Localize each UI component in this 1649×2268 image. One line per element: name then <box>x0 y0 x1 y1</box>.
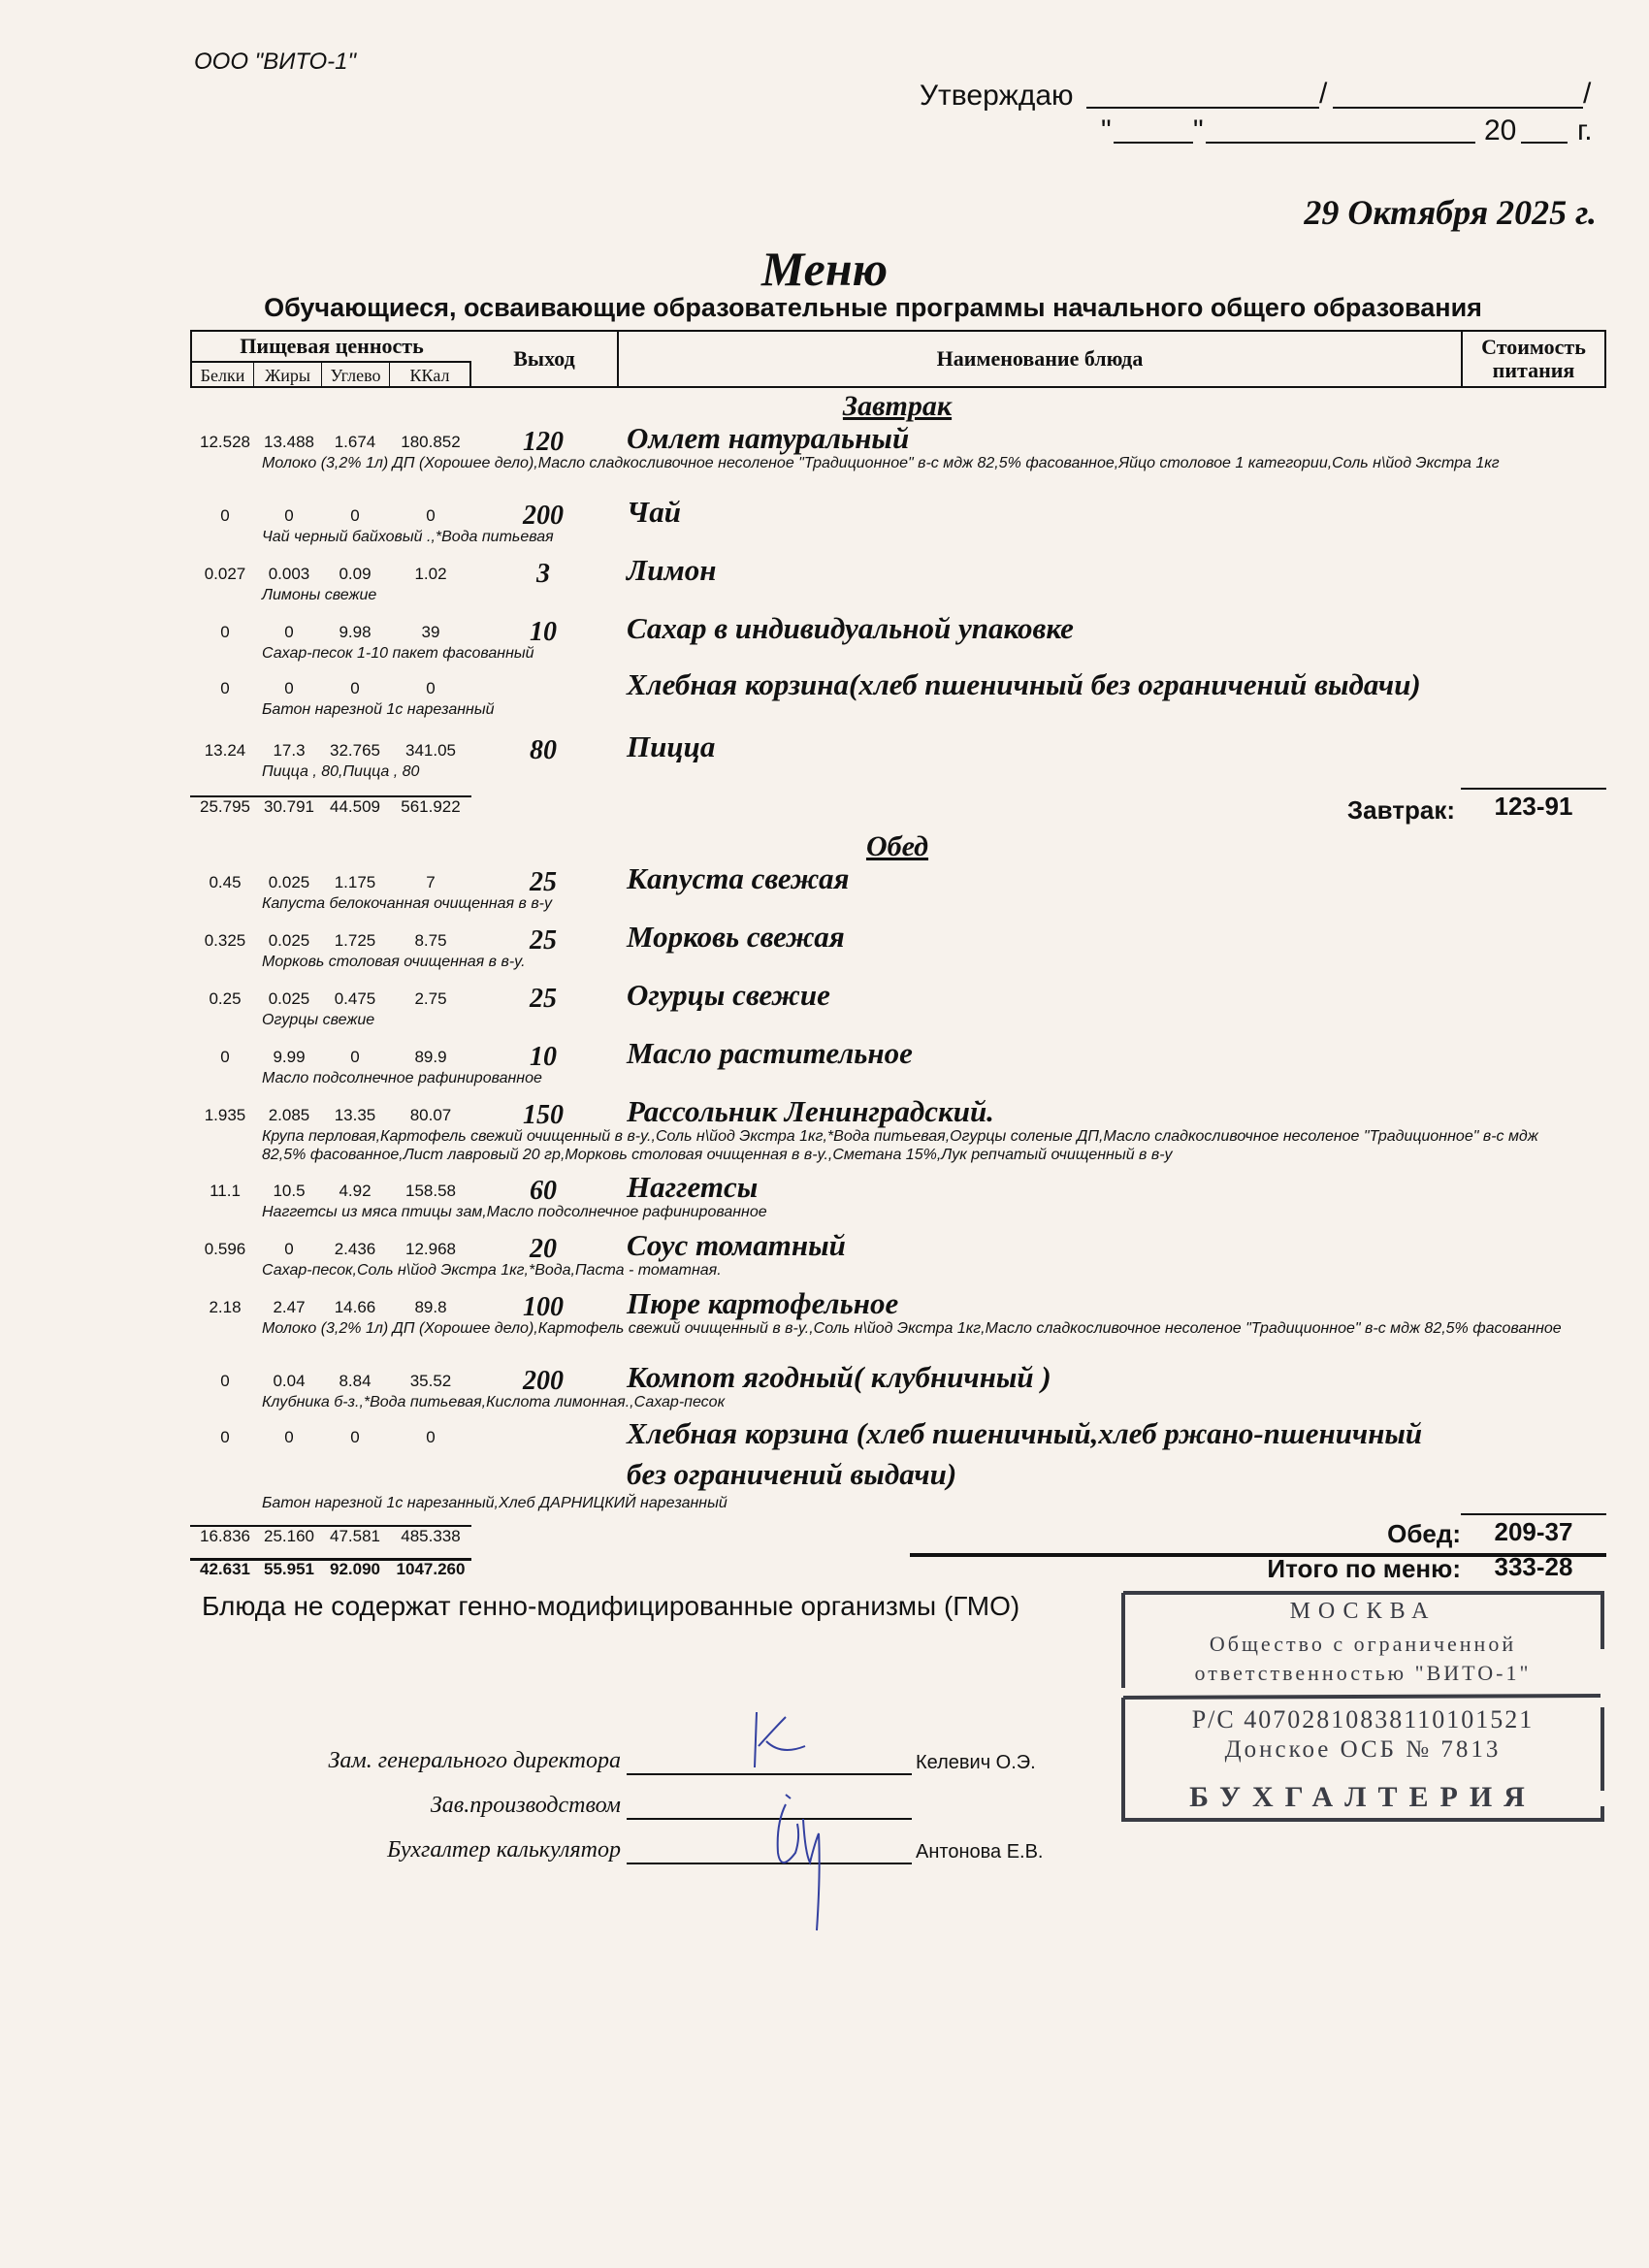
dish-output: 25 <box>530 925 557 956</box>
value-kcal: 12.968 <box>405 1240 456 1258</box>
value-kcal: 89.8 <box>414 1298 447 1316</box>
value-carbs: 0 <box>350 1048 360 1066</box>
value-carbs: 0 <box>350 506 360 525</box>
value-fats: 0.025 <box>268 873 310 891</box>
dish-ingredients: Батон нарезной 1с нарезанный,Хлеб ДАРНИЦКИЙ нарезанный <box>262 1495 728 1511</box>
dish-output: 25 <box>530 867 557 897</box>
value-kcal: 341.05 <box>405 741 456 760</box>
value-fats: 0.025 <box>268 931 310 950</box>
date-year-suffix: г. <box>1577 114 1593 146</box>
cost-header: Стоимость питания <box>1481 335 1586 382</box>
dish-ingredients: Морковь столовая очищенная в в-у. <box>262 954 526 970</box>
date-year-line <box>1521 142 1568 144</box>
dish-name: Омлет натуральный <box>627 421 910 455</box>
value-fats: 0 <box>284 1428 294 1446</box>
dish-ingredients: Чай черный байховый .,*Вода питьевая <box>262 529 554 545</box>
value-carbs: 32.765 <box>330 741 380 760</box>
col-kcal: ККал <box>390 363 471 388</box>
grand-carbs: 92.090 <box>330 1560 380 1578</box>
dish-ingredients: Молоко (3,2% 1л) ДП (Хорошее дело),Картофель свежий очищенный в в-у.,Соль н\йод Экстра 1кг,Масло сладкосливочное несоленое "Традиционное" в-с мдж 82,5% фасованное <box>262 1320 1562 1337</box>
value-fats: 0.025 <box>268 989 310 1008</box>
stamp-bank: Донское ОСБ № 7813 <box>1224 1736 1502 1763</box>
breakfast-total-line <box>1461 788 1606 790</box>
value-proteins: 12.528 <box>200 433 250 451</box>
lunch-sum <box>190 1527 471 1552</box>
page-title: Меню <box>760 242 889 296</box>
dish-output: 3 <box>536 559 550 589</box>
dish-ingredients: Капуста белокочанная очищенная в в-у <box>262 895 552 912</box>
sum-fats: 30.791 <box>264 797 314 816</box>
accountant-signature <box>757 1785 844 1940</box>
dish-name: Хлебная корзина (хлеб пшеничный,хлеб ржано-пшеничный <box>627 1416 1423 1450</box>
value-proteins: 0.325 <box>204 931 246 950</box>
value-carbs: 1.175 <box>334 873 376 891</box>
dish-name: Пюре картофельное <box>627 1286 899 1320</box>
dish-ingredients: Сахар-песок,Соль н\йод Экстра 1кг,*Вода,Паста - томатная. <box>262 1262 722 1279</box>
stamp-account: Р/С 40702810838110101521 <box>1191 1705 1535 1733</box>
value-kcal: 8.75 <box>414 931 447 950</box>
breakfast-total-label: Завтрак: <box>1346 795 1455 825</box>
breakfast-title: Завтрак <box>842 390 953 422</box>
value-kcal: 0 <box>426 506 436 525</box>
dish-name: Хлебная корзина(хлеб пшеничный без ограничений выдачи) <box>627 667 1421 701</box>
accountant-label: Бухгалтер калькулятор <box>387 1837 621 1863</box>
value-proteins: 11.1 <box>210 1182 241 1200</box>
value-kcal: 0 <box>426 679 436 697</box>
dish-ingredients: Наггетсы из мяса птицы зам,Масло подсолнечное рафинированное <box>262 1204 767 1220</box>
value-proteins: 0 <box>220 679 230 697</box>
value-carbs: 14.66 <box>334 1298 376 1316</box>
date-year-prefix: 20 <box>1484 114 1517 146</box>
col-carbs: Углево <box>322 363 390 388</box>
dish-output: 200 <box>523 501 564 531</box>
dish-name: Морковь свежая <box>627 920 845 954</box>
value-proteins: 0 <box>220 1428 230 1446</box>
nutrition-header: Пищевая ценность <box>192 332 471 363</box>
sum-kcal: 561.922 <box>401 797 461 816</box>
value-carbs: 0 <box>350 1428 360 1446</box>
dish-output: 10 <box>530 1042 557 1072</box>
value-kcal: 0 <box>426 1428 436 1446</box>
date-day-line <box>1114 142 1193 144</box>
gmo-statement: Блюда не содержат генно-модифицированные организмы (ГМО) <box>202 1591 1020 1621</box>
breakfast-total-value: 123-91 <box>1494 792 1573 821</box>
dish-ingredients: Батон нарезной 1с нарезанный <box>262 701 495 718</box>
value-kcal: 180.852 <box>401 433 461 451</box>
value-carbs: 0.475 <box>334 989 376 1008</box>
lunch-title: Обед <box>865 830 929 862</box>
sum-carbs: 44.509 <box>330 797 380 816</box>
value-carbs: 9.98 <box>339 623 372 641</box>
value-kcal: 80.07 <box>409 1106 452 1124</box>
table-header <box>190 330 1606 388</box>
dish-ingredients: Крупа перловая,Картофель свежий очищенный в в-у.,Соль н\йод Экстра 1кг,*Вода питьевая,Огурцы соленые ДП,Масло сладкосливочное несоленое "Традиционное" в-с мдж 82,5% фасованное,Лист лавровый 20 гр,Морковь столовая очищенная в в-у.,Сметана 15%,Лук репчатый очищенный в в-у <box>262 1128 1538 1163</box>
production-head-label: Зав.производством <box>430 1793 621 1818</box>
dish-output: 200 <box>523 1366 564 1396</box>
dish-ingredients: Пицца , 80,Пицца , 80 <box>262 763 420 780</box>
value-kcal: 7 <box>426 873 436 891</box>
dish-name: Соус томатный <box>627 1228 846 1262</box>
value-proteins: 0 <box>220 623 230 641</box>
dish-name: Огурцы свежие <box>627 978 830 1012</box>
stamp-city: МОСКВА <box>1289 1599 1437 1624</box>
dish-name-continued: без ограничений выдачи) <box>627 1457 957 1491</box>
value-fats: 0.003 <box>268 565 310 583</box>
grand-proteins: 42.631 <box>200 1560 250 1578</box>
value-proteins: 13.24 <box>204 741 246 760</box>
approve-label: Утверждаю <box>920 80 1074 112</box>
value-proteins: 0 <box>220 1048 230 1066</box>
lunch-total-line <box>1461 1513 1606 1515</box>
dish-output: 60 <box>530 1176 557 1206</box>
value-carbs: 0 <box>350 679 360 697</box>
grand-sum <box>190 1560 471 1585</box>
value-kcal: 35.52 <box>409 1372 452 1390</box>
dish-output: 120 <box>523 427 564 457</box>
value-fats: 0 <box>284 506 294 525</box>
lunch-total-label: Обед: <box>1387 1519 1461 1548</box>
value-proteins: 0.027 <box>204 565 246 583</box>
value-proteins: 0.25 <box>209 989 242 1008</box>
value-kcal: 89.9 <box>414 1048 447 1066</box>
value-carbs: 0.09 <box>339 565 372 583</box>
grand-total-label: Итого по меню: <box>1267 1554 1461 1583</box>
approve-slash-2: / <box>1583 78 1592 110</box>
value-carbs: 2.436 <box>334 1240 376 1258</box>
deputy-director-name: Келевич О.Э. <box>916 1752 1036 1773</box>
value-fats: 2.085 <box>268 1106 310 1124</box>
approve-name-line <box>1333 107 1583 109</box>
value-proteins: 0.596 <box>204 1240 246 1258</box>
nutrition-values <box>190 1428 471 1453</box>
deputy-director-label: Зам. генерального директора <box>328 1748 621 1773</box>
dish-name: Капуста свежая <box>627 861 850 895</box>
value-carbs: 1.674 <box>334 433 376 451</box>
value-fats: 0 <box>284 679 294 697</box>
value-carbs: 8.84 <box>339 1372 372 1390</box>
dish-name: Компот ягодный( клубничный ) <box>627 1360 1051 1394</box>
value-fats: 0 <box>284 1240 294 1258</box>
grand-fats: 55.951 <box>264 1560 314 1578</box>
dish-header: Наименование блюда <box>619 332 1463 386</box>
dish-ingredients: Лимоны свежие <box>262 587 377 603</box>
value-kcal: 2.75 <box>414 989 447 1008</box>
sum-proteins: 16.836 <box>200 1527 250 1545</box>
value-carbs: 4.92 <box>339 1182 372 1200</box>
value-kcal: 39 <box>421 623 440 641</box>
lunch-total-value: 209-37 <box>1494 1517 1573 1546</box>
grand-kcal: 1047.260 <box>396 1560 466 1578</box>
value-fats: 9.99 <box>273 1048 306 1066</box>
sum-proteins: 25.795 <box>200 797 250 816</box>
stamp-org-line2: ответственностью "ВИТО-1" <box>1194 1661 1532 1685</box>
sum-kcal: 485.338 <box>401 1527 461 1545</box>
dish-ingredients: Масло подсолнечное рафинированное <box>262 1070 542 1086</box>
value-proteins: 0.45 <box>209 873 242 891</box>
dish-output: 80 <box>530 735 557 765</box>
value-fats: 10.5 <box>273 1182 306 1200</box>
approve-slash-1: / <box>1319 78 1328 110</box>
page-subtitle: Обучающиеся, осваивающие образовательные программы начального общего образования <box>264 293 1482 322</box>
col-proteins: Белки <box>192 363 254 388</box>
dish-name: Пицца <box>627 729 716 763</box>
value-kcal: 1.02 <box>414 565 447 583</box>
dish-output: 25 <box>530 984 557 1014</box>
deputy-signature <box>737 1698 815 1775</box>
dish-name: Сахар в индивидуальной упаковке <box>627 611 1074 645</box>
dish-name: Рассольник Ленинградский. <box>627 1094 994 1128</box>
dish-name: Лимон <box>627 553 717 587</box>
grand-total-value: 333-28 <box>1494 1552 1573 1581</box>
stamp-department: БУХГАЛТЕРИЯ <box>1189 1781 1536 1813</box>
value-fats: 13.488 <box>264 433 314 451</box>
output-header: Выход <box>471 332 619 386</box>
dish-ingredients: Клубника б-з.,*Вода питьевая,Кислота лимонная.,Сахар-песок <box>262 1394 726 1410</box>
dish-name: Наггетсы <box>627 1170 759 1204</box>
value-kcal: 158.58 <box>405 1182 456 1200</box>
value-fats: 0.04 <box>273 1372 306 1390</box>
value-proteins: 2.18 <box>209 1298 242 1316</box>
breakfast-sum <box>190 797 471 823</box>
dish-ingredients: Молоко (3,2% 1л) ДП (Хорошее дело),Масло сладкосливочное несоленое "Традиционное" в-с мдж 82,5% фасованное,Яйцо столовое 1 категории,Соль н\йод Экстра 1кг <box>262 455 1500 471</box>
menu-date: 29 Октября 2025 г. <box>1304 193 1597 232</box>
sum-carbs: 47.581 <box>330 1527 380 1545</box>
dish-name: Масло растительное <box>627 1036 913 1070</box>
stamp-org-line1: Общество с ограниченной <box>1209 1632 1517 1656</box>
dish-ingredients: Огурцы свежие <box>262 1012 375 1028</box>
approve-signature-line <box>1086 107 1319 109</box>
dish-output: 20 <box>530 1234 557 1264</box>
value-proteins: 0 <box>220 1372 230 1390</box>
dish-output: 150 <box>523 1100 564 1130</box>
organization-name: ООО "ВИТО-1" <box>194 49 357 75</box>
value-proteins: 1.935 <box>204 1106 246 1124</box>
value-fats: 0 <box>284 623 294 641</box>
value-proteins: 0 <box>220 506 230 525</box>
dish-output: 100 <box>523 1292 564 1322</box>
value-carbs: 13.35 <box>334 1106 376 1124</box>
date-quote-close: " <box>1193 114 1204 146</box>
dish-output: 10 <box>530 617 557 647</box>
dish-name: Чай <box>627 495 681 529</box>
date-quote-open: " <box>1101 114 1112 146</box>
date-month-line <box>1206 142 1475 144</box>
value-fats: 2.47 <box>273 1298 306 1316</box>
accountant-name: Антонова Е.В. <box>916 1841 1044 1863</box>
sum-fats: 25.160 <box>264 1527 314 1545</box>
value-carbs: 1.725 <box>334 931 376 950</box>
dish-ingredients: Сахар-песок 1-10 пакет фасованный <box>262 645 534 662</box>
value-fats: 17.3 <box>273 741 306 760</box>
organization-stamp <box>1120 1591 1605 1824</box>
col-fats: Жиры <box>254 363 322 388</box>
